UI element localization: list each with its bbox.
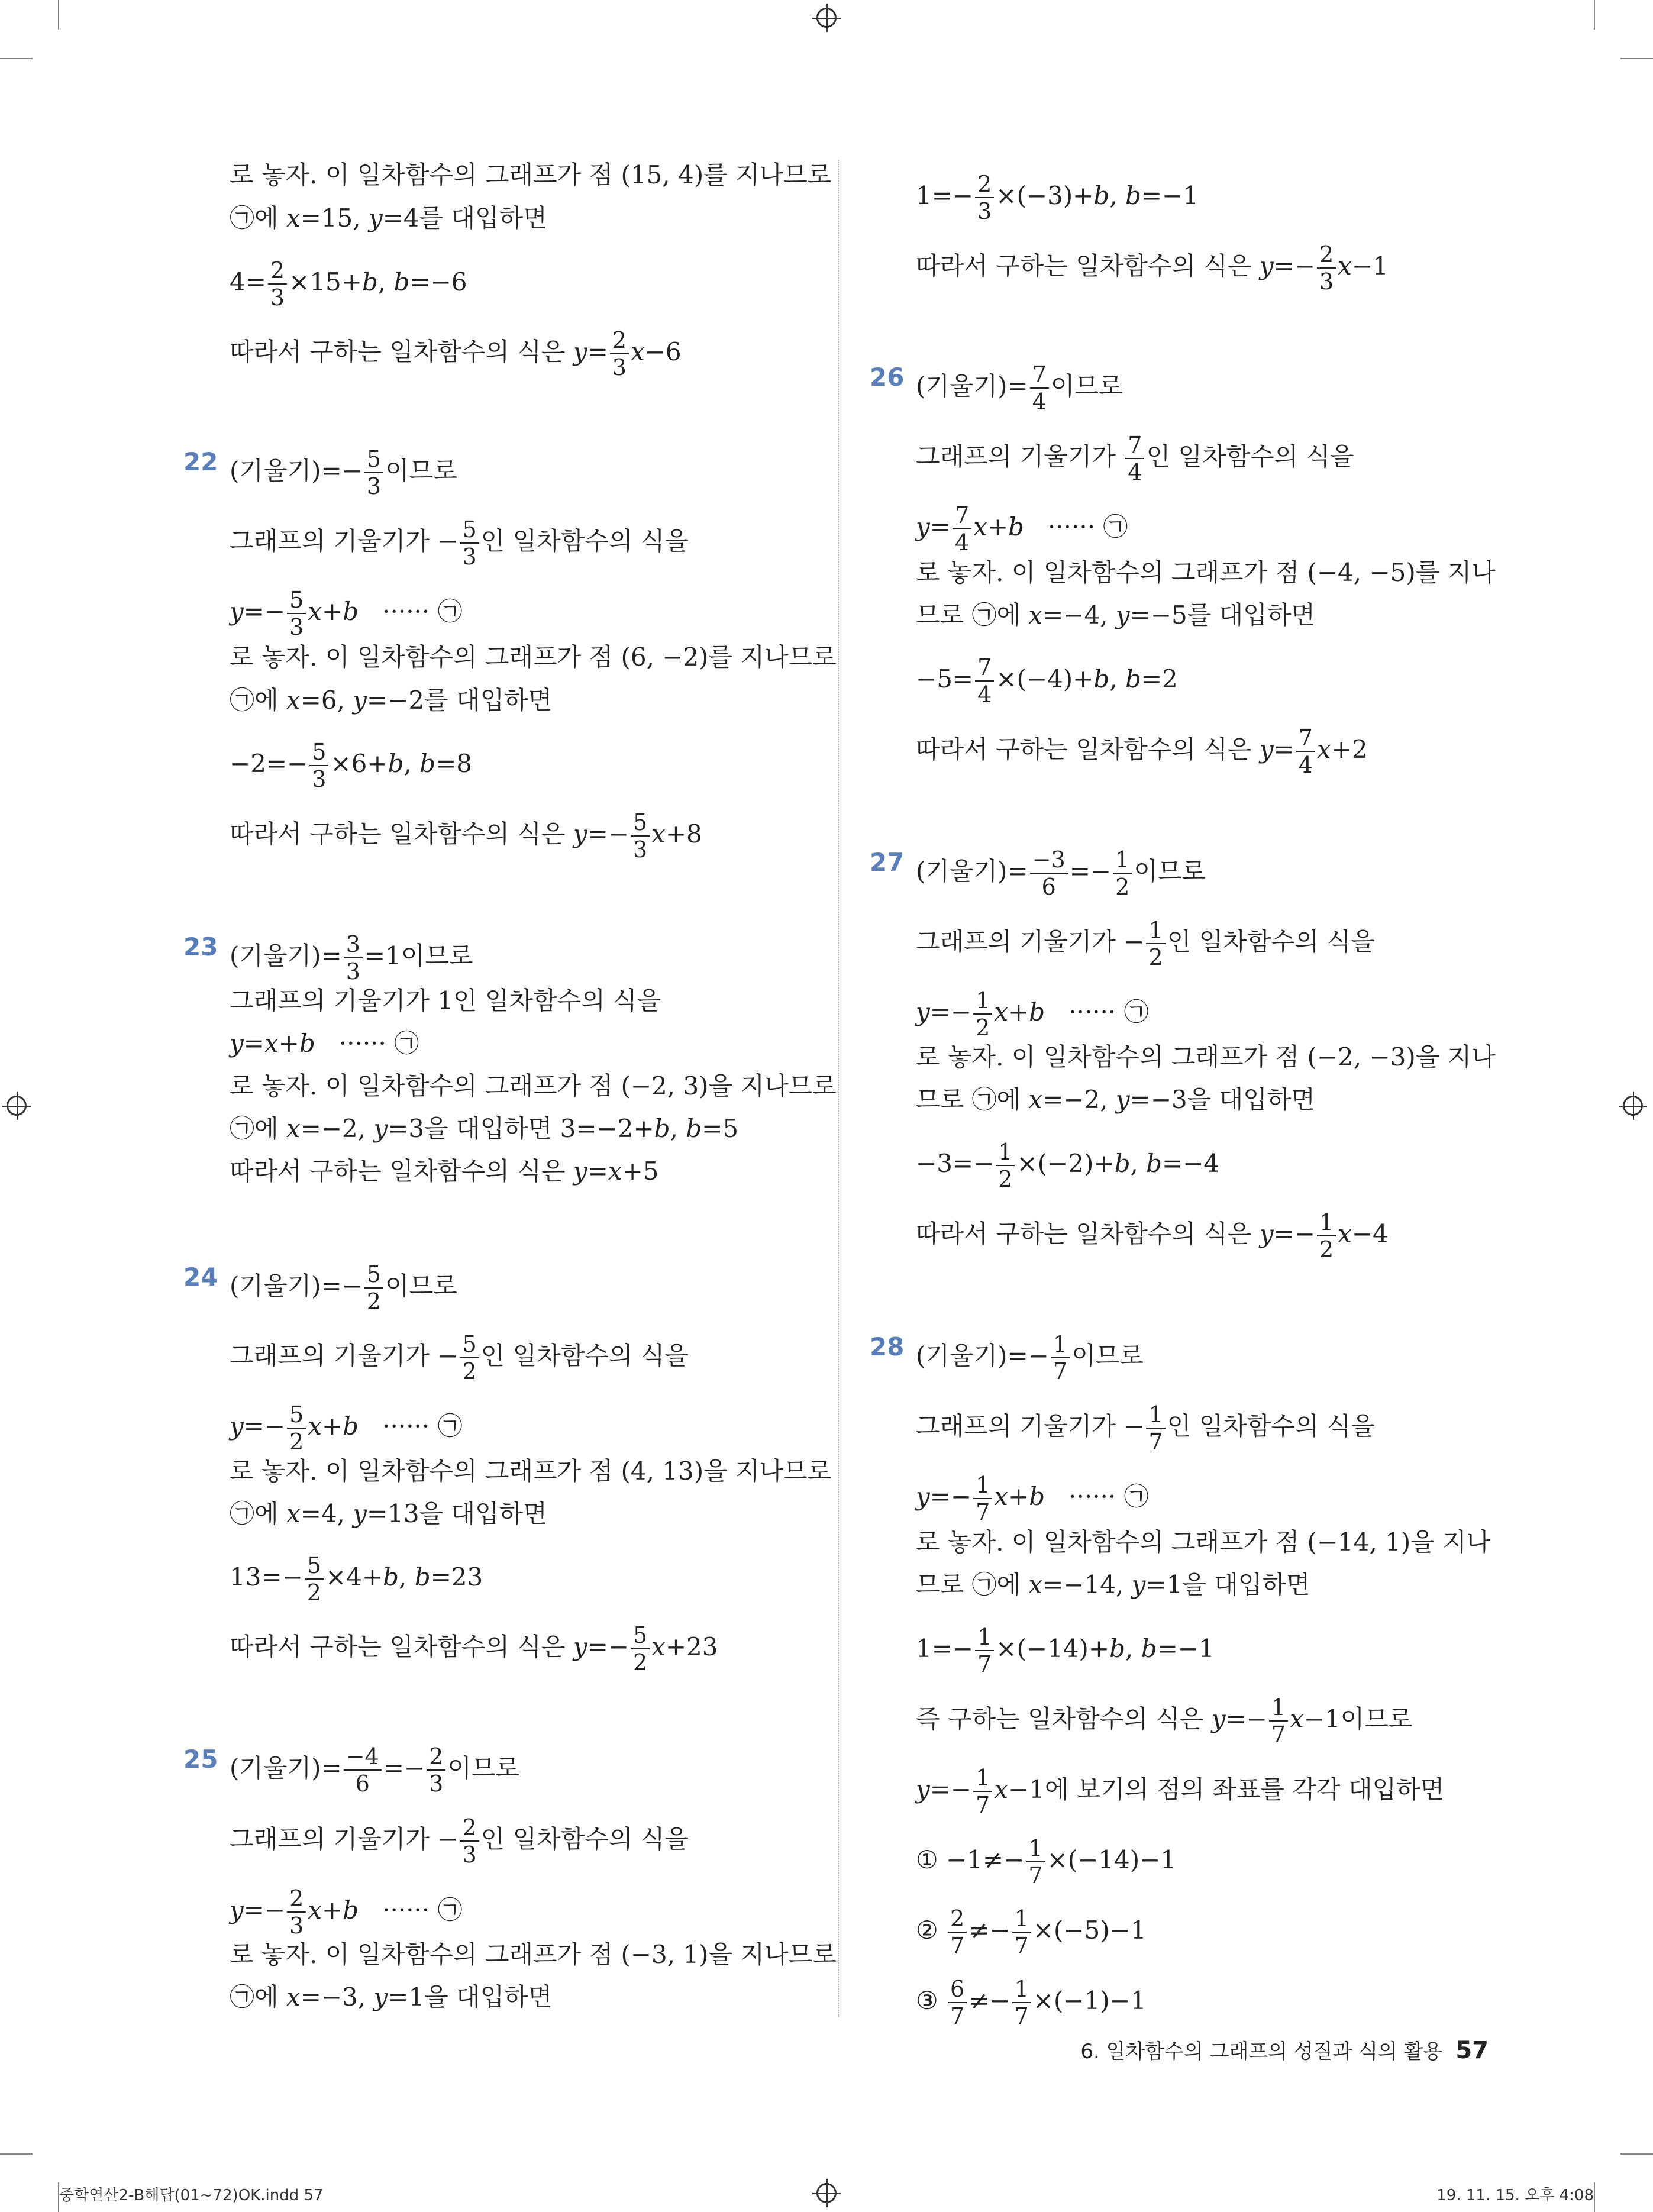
fraction: $\frac{1}{2}$ <box>1146 919 1165 968</box>
fraction: $\frac{2}{7}$ <box>948 1907 967 1957</box>
fraction: $\frac{1}{7}$ <box>975 1626 994 1675</box>
fraction: $\frac{5}{3}$ <box>364 448 383 498</box>
equation-line: y=− $\frac{5}{3}$ x+b ······ ㉠ <box>230 587 463 640</box>
registration-mark-icon <box>1623 1096 1643 1116</box>
text-line: ㉠에 x=6, y=−2를 대입하면 <box>230 686 553 715</box>
fraction: $\frac{2}{3}$ <box>460 1816 479 1866</box>
fraction: $\frac{7}{4}$ <box>1030 363 1049 413</box>
fraction: $\frac{1}{7}$ <box>973 1474 992 1523</box>
crop-mark <box>1594 0 1595 30</box>
text-line: ㉠에 x=−2, y=3을 대입하면 3=−2+b, b=5 <box>230 1114 739 1143</box>
fraction: $\frac{5}{2}$ <box>364 1263 383 1313</box>
equation-line: y=− $\frac{5}{2}$ x+b ······ ㉠ <box>230 1402 463 1455</box>
fraction: $\frac{2}{3}$ <box>287 1887 306 1937</box>
fraction: $\frac{6}{7}$ <box>948 1978 967 2027</box>
text-line: 로 놓자. 이 일차함수의 그래프가 점 (15, 4)를 지나므로 <box>230 160 832 189</box>
fraction: $\frac{2}{3}$ <box>427 1745 445 1795</box>
problem-number: 23 <box>183 932 218 961</box>
fraction: $\frac{3}{3}$ <box>344 933 363 983</box>
result-line: 따라서 구하는 일차함수의 식은 y= $\frac{2}{3}$ x−6 <box>230 327 682 380</box>
text-line: 그래프의 기울기가 − $\frac{1}{2}$ 인 일차함수의 식을 <box>916 917 1375 970</box>
text-line: 즉 구하는 일차함수의 식은 y=− $\frac{1}{7}$ x−1이므로 <box>916 1694 1413 1748</box>
fraction: $\frac{1}{7}$ <box>1146 1403 1165 1453</box>
text-line: (기울기)=− $\frac{5}{2}$ 이므로 <box>230 1261 457 1315</box>
fraction: $\frac{1}{7}$ <box>1051 1333 1070 1383</box>
fraction: $\frac{2}{3}$ <box>268 259 287 309</box>
text-line: 그래프의 기울기가 − $\frac{2}{3}$ 인 일차함수의 식을 <box>230 1814 689 1868</box>
text-line: ㉠에 x=15, y=4를 대입하면 <box>230 204 547 232</box>
text-line: 그래프의 기울기가 1인 일차함수의 식을 <box>230 986 661 1015</box>
fraction: $\frac{5}{3}$ <box>631 811 650 861</box>
option-line: ③ $\frac{6}{7}$ ≠− $\frac{1}{7}$ ×(−1)−1 <box>916 1976 1147 2029</box>
text-line: 로 놓자. 이 일차함수의 그래프가 점 (−14, 1)을 지나 <box>916 1528 1491 1557</box>
text-line: (기울기)= $\frac{3}{3}$ =1이므로 <box>230 931 473 984</box>
equation-line: 1=− $\frac{2}{3}$ ×(−3)+b, b=−1 <box>916 171 1199 224</box>
fraction: $\frac{1}{7}$ <box>1012 1907 1031 1957</box>
text-line: 로 놓자. 이 일차함수의 그래프가 점 (4, 13)을 지나므로 <box>230 1457 832 1486</box>
slug-date: 19. 11. 15. 오후 4:08 <box>1436 2187 1594 2204</box>
text-line: ㉠에 x=4, y=13을 대입하면 <box>230 1499 547 1528</box>
fraction: $\frac{1}{7}$ <box>1269 1696 1288 1746</box>
fraction: $\frac{1}{2}$ <box>1113 848 1132 898</box>
crop-mark <box>58 0 59 30</box>
text-line: ㉠에 x=−3, y=1을 대입하면 <box>230 1982 553 2011</box>
fraction: $\frac{5}{2}$ <box>305 1554 324 1604</box>
fraction: $\frac{2}{3}$ <box>1317 243 1336 293</box>
equation-line: y=x+b ······ ㉠ <box>230 1029 419 1058</box>
text-line: 로 놓자. 이 일차함수의 그래프가 점 (−2, −3)을 지나 <box>916 1042 1496 1071</box>
text-line: (기울기)= $\frac{7}{4}$ 이므로 <box>916 361 1123 415</box>
result-line: 따라서 구하는 일차함수의 식은 y=− $\frac{1}{2}$ x−4 <box>916 1209 1389 1262</box>
registration-mark-icon <box>816 8 837 28</box>
equation-line: 1=− $\frac{1}{7}$ ×(−14)+b, b=−1 <box>916 1624 1215 1677</box>
result-line: 따라서 구하는 일차함수의 식은 y=− $\frac{5}{2}$ x+23 <box>230 1622 718 1675</box>
equation-line: −3=− $\frac{1}{2}$ ×(−2)+b, b=−4 <box>916 1139 1220 1192</box>
result-line: 따라서 구하는 일차함수의 식은 y= $\frac{7}{4}$ x+2 <box>916 725 1368 778</box>
crop-mark <box>0 2153 33 2155</box>
equation-line: y= $\frac{7}{4}$ x+b ······ ㉠ <box>916 502 1128 556</box>
registration-mark-icon <box>7 1096 27 1116</box>
fraction: $\frac{1}{2}$ <box>973 989 992 1039</box>
fraction: $\frac{5}{2}$ <box>287 1403 306 1453</box>
crop-mark <box>1620 58 1653 59</box>
text-line: 므로 ㉠에 x=−2, y=−3을 대입하면 <box>916 1085 1315 1114</box>
text-line: (기울기)= $\frac{-3}{6}$ =− $\frac{1}{2}$ 이므로 <box>916 847 1206 900</box>
equation-line: −2=− $\frac{5}{3}$ ×6+b, b=8 <box>230 739 472 792</box>
fraction: $\frac{1}{7}$ <box>973 1767 992 1816</box>
fraction: $\frac{1}{2}$ <box>1317 1211 1336 1261</box>
fraction: $\frac{-3}{6}$ <box>1030 848 1068 898</box>
page-footer <box>1080 2035 1489 2064</box>
fraction: $\frac{-4}{6}$ <box>344 1745 382 1795</box>
text-line: (기울기)= $\frac{-4}{6}$ =− $\frac{2}{3}$ 이므로 <box>230 1743 520 1797</box>
column-divider <box>838 160 839 2017</box>
text-line: 그래프의 기울기가 − $\frac{5}{3}$ 인 일차함수의 식을 <box>230 516 689 570</box>
chapter-title: 6. 일차함수의 그래프의 성질과 식의 활용 <box>1080 2040 1443 2064</box>
option-line: ① −1≠− $\frac{1}{7}$ ×(−14)−1 <box>916 1835 1177 1888</box>
equation-line: y=− $\frac{1}{7}$ x+b ······ ㉠ <box>916 1472 1149 1525</box>
crop-mark <box>0 58 33 59</box>
text-line: (기울기)=− $\frac{5}{3}$ 이므로 <box>230 446 457 499</box>
text-line: 그래프의 기울기가 − $\frac{1}{7}$ 인 일차함수의 식을 <box>916 1402 1375 1455</box>
text-line: 로 놓자. 이 일차함수의 그래프가 점 (6, −2)를 지나므로 <box>230 642 837 671</box>
fraction: $\frac{5}{2}$ <box>460 1333 479 1383</box>
text-line: 로 놓자. 이 일차함수의 그래프가 점 (−2, 3)을 지나므로 <box>230 1071 837 1100</box>
problem-number: 28 <box>870 1332 905 1361</box>
result-line: 따라서 구하는 일차함수의 식은 y=x+5 <box>230 1157 659 1186</box>
fraction: $\frac{2}{3}$ <box>610 329 629 379</box>
fraction: $\frac{7}{4}$ <box>953 504 971 554</box>
page-number: 57 <box>1455 2037 1489 2064</box>
crop-mark <box>1594 2182 1595 2212</box>
slug-file: 중학연산2-B해답(01~72)OK.indd 57 <box>59 2187 324 2204</box>
fraction: $\frac{1}{7}$ <box>1012 1978 1031 2027</box>
equation-line: 4= $\frac{2}{3}$ ×15+b, b=−6 <box>230 257 467 311</box>
fraction: $\frac{1}{2}$ <box>996 1141 1015 1190</box>
fraction: $\frac{1}{7}$ <box>1026 1837 1045 1887</box>
crop-mark <box>1620 2153 1653 2155</box>
equation-line: −5= $\frac{7}{4}$ ×(−4)+b, b=2 <box>916 654 1178 708</box>
fraction: $\frac{2}{3}$ <box>975 173 994 222</box>
problem-number: 25 <box>183 1745 218 1774</box>
result-line: 따라서 구하는 일차함수의 식은 y=− $\frac{5}{3}$ x+8 <box>230 809 702 863</box>
problem-number: 22 <box>183 447 218 476</box>
problem-number: 27 <box>870 848 905 877</box>
text-line: (기울기)=− $\frac{1}{7}$ 이므로 <box>916 1331 1144 1384</box>
fraction: $\frac{5}{2}$ <box>631 1624 650 1674</box>
equation-line: y=− $\frac{1}{2}$ x+b ······ ㉠ <box>916 987 1149 1041</box>
equation-line: 13=− $\frac{5}{2}$ ×4+b, b=23 <box>230 1552 483 1606</box>
fraction: $\frac{7}{4}$ <box>975 656 994 706</box>
text-line: 로 놓자. 이 일차함수의 그래프가 점 (−4, −5)를 지나 <box>916 558 1496 587</box>
problem-number: 24 <box>183 1262 218 1291</box>
equation-line: y=− $\frac{2}{3}$ x+b ······ ㉠ <box>230 1885 463 1939</box>
text-line: 므로 ㉠에 x=−4, y=−5를 대입하면 <box>916 600 1315 629</box>
text-line: 므로 ㉠에 x=−14, y=1을 대입하면 <box>916 1570 1310 1599</box>
fraction: $\frac{5}{3}$ <box>460 518 479 568</box>
registration-mark-icon <box>816 2183 837 2203</box>
result-line: 따라서 구하는 일차함수의 식은 y=− $\frac{2}{3}$ x−1 <box>916 241 1389 295</box>
text-line: y=− $\frac{1}{7}$ x−1에 보기의 점의 좌표를 각각 대입하면 <box>916 1765 1445 1818</box>
option-line: ② $\frac{2}{7}$ ≠− $\frac{1}{7}$ ×(−5)−1 <box>916 1906 1147 1959</box>
fraction: $\frac{7}{4}$ <box>1125 434 1144 483</box>
text-line: 로 놓자. 이 일차함수의 그래프가 점 (−3, 1)을 지나므로 <box>230 1940 837 1969</box>
fraction: $\frac{5}{3}$ <box>309 741 328 790</box>
fraction: $\frac{5}{3}$ <box>287 589 306 638</box>
text-line: 그래프의 기울기가 − $\frac{5}{2}$ 인 일차함수의 식을 <box>230 1331 689 1384</box>
problem-number: 26 <box>870 363 905 392</box>
text-line: 그래프의 기울기가 $\frac{7}{4}$ 인 일차함수의 식을 <box>916 432 1354 485</box>
fraction: $\frac{7}{4}$ <box>1296 726 1315 776</box>
